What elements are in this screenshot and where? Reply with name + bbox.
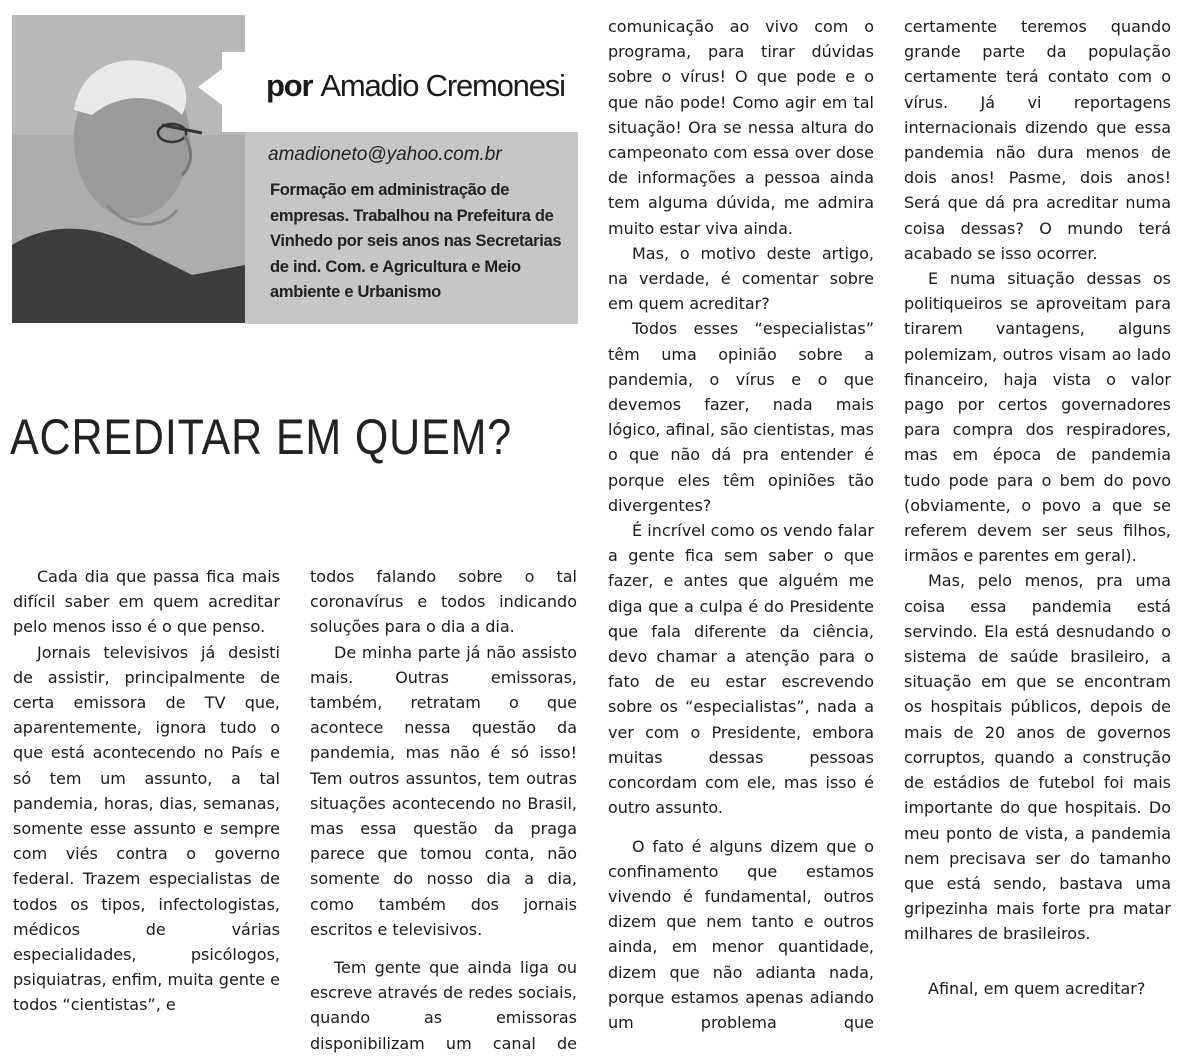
paragraph: O fato é alguns dizem que o confinamento que estamos vivendo é fundamental, outros dizem que nem tanto e outros ainda, em menor quantidade, dizem que não adianta nada, porque estamos apenas adiando um problema que (608, 836, 874, 1032)
paragraph: certamente teremos quando grande parte da população certamente terá contato com o vírus. Já vi reportagens internacionais dizendo que essa pandemia não dura menos de dois anos! Pasme, dois anos! Será que dá pra acreditar numa coisa dessas? O mundo terá acabado se isso ocorrer. (904, 17, 1171, 263)
author-bio: Formação em administração de empresas. Trabalhou na Prefeitura de Vinhedo por seis anos nas Secretarias de ind. Com. e Agricultura e Meio ambiente e Urbanismo (270, 181, 562, 301)
author-bio-box (245, 132, 578, 324)
article-column-2 (310, 564, 577, 1056)
author-photo (12, 15, 245, 323)
article-column-1 (13, 564, 280, 1018)
author-byline (222, 52, 578, 132)
paragraph: De minha parte já não assisto mais. Outras emissoras, também, retratam o que acontece nessa questão da pandemia, mas não é só isso! Tem outros assuntos, tem outras situações acontecendo no Brasil, mas essa questão da praga parece que tomou conta, não somente do nosso dia a dia, como também dos jornais escritos e televisivos. (310, 642, 577, 939)
byline-prefix: por (266, 68, 313, 103)
byline-pointer (198, 69, 222, 105)
author-name: Amadio Cremonesi (320, 68, 565, 103)
article-column-4 (904, 14, 1171, 1001)
closing-paragraph: Afinal, em quem acreditar? (928, 978, 1146, 998)
paragraph: Jornais televisivos já desisti de assistir, principalmente de certa emissora de TV que, aparentemente, ignora tudo o que está acontecendo no País e só tem um assunto, a tal pandemia, horas, dias, semanas, somente esse assunto e sempre com viés contra o governo federal. Trazem especialistas de todos os tipos, infectologistas, médicos de várias especialidades, psicólogos, psiquiatras, enfim, muita gente e todos “cientistas”, e (13, 642, 280, 1015)
paragraph: Tem gente que ainda liga ou escreve através de redes sociais, quando as emissoras disponibilizam um canal de (310, 958, 577, 1053)
paragraph: Mas, pelo menos, pra uma coisa essa pandemia está servindo. Ela está desnudando o sistema de saúde brasileiro, a situação em que se encontram os hospitais públicos, depois de mais de 20 anos de governos corruptos, quando a construção de estádios de futebol foi mais importante do que hospitais. Do meu ponto de vista, a pandemia nem precisava ser do tamanho que está sendo, bastava uma gripezinha mais forte pra matar milhares de brasileiros. (904, 571, 1171, 944)
paragraph: comunicação ao vivo com o programa, para tirar dúvidas sobre o vírus! O que pode e o que não pode! Como agir em tal situação! Ora se nessa altura do campeonato com essa over dose de informações a pessoa ainda tem alguma dúvida, me admira muito estar viva ainda. (608, 17, 874, 238)
paragraph: É incrível como os vendo falar a gente fica sem saber o que fazer, e antes que alguém me diga que a culpa é do Presidente que fala diferente da ciência, devo chamar a atenção para o fato de eu estar escrevendo sobre os “especialistas”, nada a ver com o Presidente, embora muitas dessas pessoas concordam com ele, mas isso é outro assunto. (608, 521, 874, 818)
article-headline: ACREDITAR EM QUEM? (10, 409, 513, 465)
paragraph: todos falando sobre o tal coronavírus e todos indicando soluções para o dia a dia. (310, 567, 577, 637)
paragraph: E numa situação dessas os politiqueiros se aproveitam para tirarem vantagens, alguns polemizam, outros visam ao lado financeiro, haja vista o valor pago por certos governadores para compra dos respiradores, mas em época de pandemia tudo pode para o bem do povo (obviamente, o povo a que se referem devem ser seus filhos, irmãos e parentes em geral). (904, 269, 1171, 566)
author-portrait-image (12, 15, 245, 323)
paragraph: Todos esses “especialistas” têm uma opinião sobre a pandemia, o vírus e o que devemos fazer, nada mais lógico, afinal, são cientistas, mas o que não dá pra entender é porque eles têm opiniões tão divergentes? (608, 319, 874, 515)
paragraph: Mas, o motivo deste artigo, na verdade, é comentar sobre em quem acreditar? (608, 243, 874, 314)
byline-text (266, 68, 565, 104)
author-email: amadioneto@yahoo.com.br (268, 144, 502, 165)
article-column-3 (608, 14, 874, 1035)
paragraph: Cada dia que passa fica mais difícil saber em quem acreditar pelo menos isso é o que penso. (13, 567, 280, 637)
